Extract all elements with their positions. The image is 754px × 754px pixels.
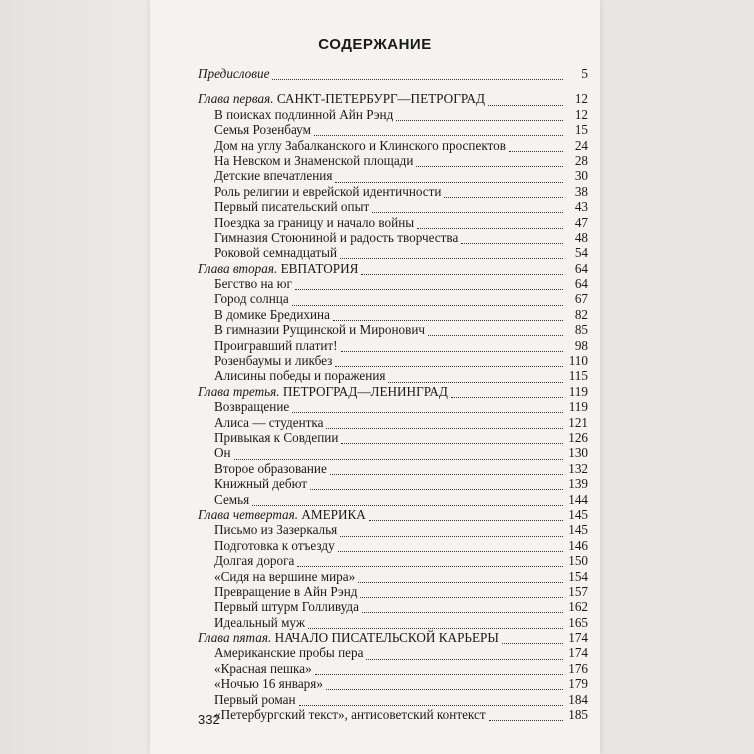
toc-section-entry — [198, 584, 588, 599]
toc-section-entry — [198, 599, 588, 614]
dot-leader — [416, 157, 563, 167]
dot-leader — [272, 70, 563, 80]
toc-entry-title — [214, 307, 330, 322]
toc-entry-label: Семья — [214, 491, 250, 507]
toc-page-number: 165 — [568, 614, 588, 630]
toc-section-entry — [198, 430, 588, 445]
toc-entry-title — [214, 522, 337, 537]
table-of-contents — [198, 66, 588, 722]
toc-section-entry — [198, 368, 588, 383]
toc-page-number: 146 — [568, 537, 588, 553]
contents-title: СОДЕРЖАНИЕ — [318, 36, 432, 53]
dot-leader — [358, 573, 563, 583]
toc-entry-title — [214, 353, 332, 368]
toc-page-number: 150 — [568, 553, 588, 569]
dot-leader — [444, 188, 563, 198]
toc-entry-title — [214, 661, 312, 676]
toc-entry-title — [214, 569, 355, 584]
toc-entry-label: Первый роман — [214, 691, 296, 707]
toc-entry-label: «Ночью 16 января» — [214, 676, 323, 692]
toc-section-entry — [198, 199, 588, 214]
toc-entry-title — [214, 415, 323, 430]
toc-entry-label: Проигравший платит! — [214, 337, 338, 353]
toc-entry-title — [214, 107, 393, 122]
dot-leader — [326, 680, 563, 690]
toc-entry-label: Семья Розенбаум — [214, 122, 311, 138]
toc-section-entry — [198, 153, 588, 168]
toc-entry-label: Подготовка к отъезду — [214, 537, 335, 553]
toc-entry-label: Американские пробы пера — [214, 645, 364, 661]
toc-entry-title — [214, 538, 335, 553]
toc-section-entry — [198, 615, 588, 630]
dot-leader — [340, 527, 563, 537]
dot-leader — [362, 603, 563, 613]
toc-page-number: 67 — [574, 291, 588, 307]
toc-entry-title — [214, 338, 338, 353]
toc-entry-label: Бегство на юг — [214, 276, 292, 292]
toc-page-number: 184 — [568, 691, 588, 707]
toc-section-entry — [198, 522, 588, 537]
toc-page-number: 82 — [574, 306, 588, 322]
toc-section-entry — [198, 569, 588, 584]
toc-page-number: 126 — [568, 429, 588, 445]
toc-section-entry — [198, 661, 588, 676]
dot-leader — [315, 665, 563, 675]
dot-leader — [295, 280, 563, 290]
toc-entry-title — [214, 553, 294, 568]
toc-page-number: 24 — [574, 137, 588, 153]
dot-leader — [299, 696, 563, 706]
toc-entry-title — [214, 138, 506, 153]
toc-entry-label: Первый писательский опыт — [214, 199, 370, 215]
toc-entry-title — [214, 430, 338, 445]
toc-entry-label: Гимназия Стоюниной и радость творчества — [214, 229, 459, 245]
toc-entry-label: «Сидя на вершине мира» — [214, 568, 356, 584]
toc-section-entry — [198, 445, 588, 460]
toc-entry-label: Роковой семнадцатый — [214, 245, 338, 261]
toc-section-entry — [198, 538, 588, 553]
toc-page-number: 154 — [568, 568, 588, 584]
toc-page-number: 15 — [574, 122, 588, 138]
dot-leader — [341, 342, 563, 352]
toc-chapter-entry — [198, 507, 588, 522]
toc-section-entry — [198, 461, 588, 476]
toc-page-number: 174 — [568, 645, 588, 661]
dot-leader — [451, 388, 563, 398]
dot-leader — [388, 373, 563, 383]
toc-chapter-entry — [198, 91, 588, 106]
chapter-number-label: Глава третья. — [198, 383, 280, 399]
toc-section-entry — [198, 476, 588, 491]
dot-leader — [292, 296, 563, 306]
dot-leader — [372, 203, 563, 213]
toc-page-number: 28 — [574, 152, 588, 168]
toc-page-number: 130 — [568, 445, 588, 461]
toc-entry-label: Предисловие — [198, 66, 270, 81]
toc-page-number: 179 — [568, 676, 588, 692]
toc-page-number: 145 — [568, 506, 588, 522]
toc-entry-title — [214, 168, 332, 183]
toc-entry-label: САНКТ-ПЕТЕРБУРГ—ПЕТРОГРАД — [273, 91, 485, 107]
dot-leader — [366, 650, 563, 660]
toc-section-entry — [198, 215, 588, 230]
chapter-number-label: Глава пятая. — [198, 630, 272, 646]
toc-page-number: 174 — [568, 630, 588, 646]
dot-leader — [417, 219, 563, 229]
toc-page-number: 110 — [568, 353, 588, 369]
dot-leader — [297, 557, 563, 567]
toc-entry-title — [198, 630, 499, 645]
dot-leader — [326, 419, 563, 429]
toc-entry-title — [214, 122, 311, 137]
toc-section-entry — [198, 338, 588, 353]
dot-leader — [234, 450, 563, 460]
toc-entry-title — [214, 199, 369, 214]
toc-page-number: 43 — [574, 199, 588, 215]
dot-leader — [335, 173, 563, 183]
toc-entry-title — [198, 507, 366, 522]
toc-entry-label: Дом на углу Забалканского и Клинского проспектов — [214, 137, 506, 153]
toc-section-entry — [198, 230, 588, 245]
toc-page-number: 132 — [568, 460, 588, 476]
dot-leader — [333, 311, 563, 321]
toc-section-entry — [198, 353, 588, 368]
toc-section-entry — [198, 168, 588, 183]
toc-page-number: 119 — [568, 383, 588, 399]
toc-entry-label: Второе образование — [214, 460, 327, 476]
toc-entry-label: Розенбаумы и ликбез — [214, 353, 333, 369]
toc-entry-label: Привыкая к Совдепии — [214, 429, 339, 445]
dot-leader — [489, 711, 563, 721]
toc-entry-label: Алиса — студентка — [214, 414, 324, 430]
toc-section-entry — [198, 245, 588, 260]
toc-entry-title — [214, 692, 296, 707]
book-page — [150, 0, 600, 754]
toc-page-number: 176 — [568, 660, 588, 676]
toc-entry-title — [214, 461, 327, 476]
page-number: 332 — [198, 712, 220, 727]
toc-page-number: 47 — [574, 214, 588, 230]
toc-entry-label: В поисках подлинной Айн Рэнд — [214, 106, 394, 122]
toc-entry-title — [214, 676, 323, 691]
toc-entry-label: АМЕРИКА — [298, 506, 366, 522]
toc-section-entry — [198, 676, 588, 691]
toc-entry-title — [214, 645, 363, 660]
dot-leader — [338, 542, 563, 552]
toc-page-number: 54 — [574, 245, 588, 261]
toc-chapter-entry — [198, 66, 588, 81]
dot-leader — [502, 634, 563, 644]
toc-page-number: 38 — [574, 183, 588, 199]
toc-section-entry — [198, 415, 588, 430]
toc-entry-title — [214, 584, 357, 599]
dot-leader — [335, 357, 563, 367]
toc-entry-title — [214, 368, 385, 383]
toc-entry-title — [214, 707, 486, 722]
toc-entry-label: Книжный дебют — [214, 476, 308, 492]
toc-entry-title — [214, 291, 289, 306]
toc-page-number: 157 — [568, 583, 588, 599]
toc-entry-label: В гимназии Рущинской и Миронович — [214, 322, 426, 338]
dot-leader — [509, 142, 563, 152]
toc-section-entry — [198, 322, 588, 337]
toc-entry-label: Идеальный муж — [214, 614, 305, 630]
toc-entry-title — [214, 276, 292, 291]
toc-entry-title — [214, 492, 249, 507]
toc-entry-label: Город солнца — [214, 291, 289, 307]
toc-entry-label: НАЧАЛО ПИСАТЕЛЬСКОЙ КАРЬЕРЫ — [271, 630, 499, 646]
toc-entry-label: Он — [214, 445, 231, 461]
toc-entry-title — [214, 245, 337, 260]
toc-entry-label: ПЕТРОГРАД—ЛЕНИНГРАД — [279, 383, 448, 399]
toc-entry-label: В домике Бредихина — [214, 306, 330, 322]
toc-chapter-entry — [198, 630, 588, 645]
toc-entry-label: Алисины победы и поражения — [214, 368, 386, 384]
toc-entry-title — [214, 399, 289, 414]
toc-entry-title — [198, 261, 358, 276]
toc-entry-title — [214, 476, 307, 491]
chapter-number-label: Глава четвертая. — [198, 506, 299, 522]
dot-leader — [341, 434, 563, 444]
toc-section-entry — [198, 553, 588, 568]
toc-entry-title — [214, 322, 425, 337]
dot-leader — [369, 511, 563, 521]
toc-page-number: 144 — [568, 491, 588, 507]
toc-page-number: 48 — [574, 229, 588, 245]
toc-page-number: 30 — [574, 168, 588, 184]
toc-entry-label: Возвращение — [214, 399, 290, 415]
toc-page-number: 98 — [574, 337, 588, 353]
toc-entry-label: Письмо из Зазеркалья — [214, 522, 338, 538]
toc-entry-title — [214, 445, 231, 460]
toc-section-entry — [198, 107, 588, 122]
toc-entry-label: «Петербургский текст», антисоветский контекст — [214, 707, 486, 723]
dot-leader — [361, 265, 563, 275]
toc-section-entry — [198, 692, 588, 707]
toc-page-number: 5 — [581, 66, 588, 81]
dot-leader — [292, 403, 563, 413]
toc-entry-label: Поездка за границу и начало войны — [214, 214, 415, 230]
chapter-number-label: Глава первая. — [198, 91, 274, 107]
toc-entry-label: Первый штурм Голливуда — [214, 599, 359, 615]
toc-entry-label: Детские впечатления — [214, 168, 333, 184]
toc-page-number: 64 — [574, 260, 588, 276]
dot-leader — [308, 619, 563, 629]
toc-entry-label: Превращение в Айн Рэнд — [214, 583, 358, 599]
toc-section-entry — [198, 138, 588, 153]
toc-entry-title — [214, 153, 413, 168]
dot-leader — [310, 480, 563, 490]
toc-page-number: 162 — [568, 599, 588, 615]
dot-leader — [488, 96, 563, 106]
dot-leader — [360, 588, 563, 598]
toc-page-number: 12 — [574, 106, 588, 122]
dot-leader — [461, 234, 563, 244]
toc-section-entry — [198, 291, 588, 306]
toc-entry-label: Роль религии и еврейской идентичности — [214, 183, 442, 199]
toc-section-entry — [198, 184, 588, 199]
toc-section-entry — [198, 399, 588, 414]
toc-section-entry — [198, 707, 588, 722]
dot-leader — [252, 496, 563, 506]
toc-section-entry — [198, 276, 588, 291]
facing-page-edge — [0, 0, 150, 754]
dot-leader — [396, 111, 563, 121]
toc-entry-title — [214, 184, 441, 199]
toc-entry-label: ЕВПАТОРИЯ — [277, 260, 359, 276]
toc-entry-title — [214, 599, 359, 614]
toc-entry-title — [214, 215, 414, 230]
toc-entry-label: Долгая дорога — [214, 553, 295, 569]
toc-entry-title — [198, 384, 448, 399]
toc-page-number: 85 — [574, 322, 588, 338]
toc-entry-label: На Невском и Знаменской площади — [214, 152, 414, 168]
toc-page-number: 12 — [574, 91, 588, 107]
toc-section-entry — [198, 492, 588, 507]
toc-entry-label: «Красная пешка» — [214, 660, 312, 676]
toc-page-number: 145 — [568, 522, 588, 538]
toc-section-entry — [198, 645, 588, 660]
toc-entry-title — [214, 615, 305, 630]
dot-leader — [428, 326, 563, 336]
toc-page-number: 115 — [568, 368, 588, 384]
toc-page-number: 64 — [574, 276, 588, 292]
toc-page-number: 119 — [568, 399, 588, 415]
toc-entry-title — [214, 230, 458, 245]
toc-page-number: 139 — [568, 476, 588, 492]
toc-page-number: 121 — [568, 414, 588, 430]
toc-section-entry — [198, 122, 588, 137]
chapter-number-label: Глава вторая. — [198, 260, 278, 276]
dot-leader — [340, 249, 563, 259]
dot-leader — [314, 126, 563, 136]
toc-page-number: 185 — [568, 707, 588, 723]
toc-entry-title — [198, 91, 485, 106]
toc-entry-title — [198, 66, 269, 81]
toc-chapter-entry — [198, 384, 588, 399]
toc-chapter-entry — [198, 261, 588, 276]
dot-leader — [330, 465, 563, 475]
toc-section-entry — [198, 307, 588, 322]
